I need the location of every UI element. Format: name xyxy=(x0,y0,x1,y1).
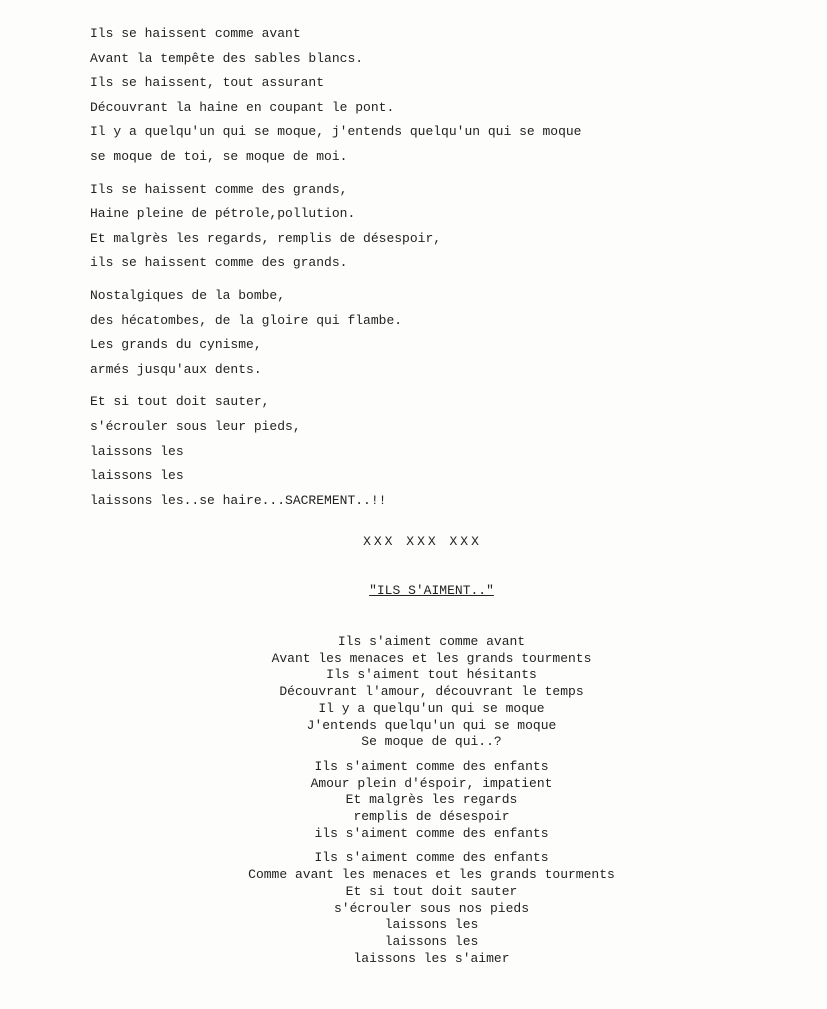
poem-line: Les grands du cynisme, xyxy=(90,337,262,353)
poem-line: Se moque de qui..? xyxy=(361,734,502,750)
poem-line: ils s'aiment comme des enfants xyxy=(314,825,549,841)
poem-line: laissons les s'aimer xyxy=(353,950,510,966)
poem-line: Ils se haissent, tout assurant xyxy=(90,75,325,91)
poem-ils-s-aiment xyxy=(0,634,827,975)
stanza xyxy=(36,850,827,967)
poem-line: s'écrouler sous leur pieds, xyxy=(90,418,301,434)
poem-title xyxy=(0,583,827,598)
poem-line: ils se haissent comme des grands. xyxy=(90,255,348,271)
poem-line: laissons les..se haire...SACREMENT..!! xyxy=(90,492,387,508)
poem-line: Et si tout doit sauter xyxy=(345,883,518,899)
poem-line: laissons les xyxy=(90,443,184,459)
poem-line: Nostalgiques de la bombe, xyxy=(90,287,286,303)
stanza xyxy=(90,390,790,513)
poem-line: Il y a quelqu'un qui se moque, j'entends quelqu'un qui se moque xyxy=(90,124,582,140)
stanza xyxy=(90,178,790,276)
poem-line: Il y a quelqu'un qui se moque xyxy=(318,700,545,716)
poem-title-text: "ILS S'AIMENT.." xyxy=(369,583,494,598)
poem-line: se moque de toi, se moque de moi. xyxy=(90,148,348,164)
poem-line: Ils s'aiment comme des enfants xyxy=(314,758,549,774)
poem-line: Comme avant les menaces et les grands tourments xyxy=(248,867,615,883)
stanza xyxy=(90,22,790,170)
poem-line: Ils se haissent comme des grands, xyxy=(90,181,348,197)
poem-line: Découvrant l'amour, découvrant le temps xyxy=(279,684,584,700)
poem-line: des hécatombes, de la gloire qui flambe. xyxy=(90,312,403,328)
poem-line: Et malgrès les regards xyxy=(345,792,518,808)
poem-line: J'entends quelqu'un qui se moque xyxy=(306,717,557,733)
poem-line: Avant les menaces et les grands tourments xyxy=(271,650,592,666)
section-separator: XXX XXX XXX xyxy=(363,534,482,549)
stanza xyxy=(36,634,827,751)
poem-line: laissons les xyxy=(90,468,184,484)
poem-line: Ils s'aiment comme des enfants xyxy=(314,850,549,866)
stanza xyxy=(90,284,790,382)
poem-line: Et si tout doit sauter, xyxy=(90,394,270,410)
poem-line: Et malgrès les regards, remplis de désespoir, xyxy=(90,230,442,246)
stanza xyxy=(36,759,827,843)
poem-line: remplis de désespoir xyxy=(353,809,510,825)
poem-line: laissons les xyxy=(384,917,479,933)
poem-line: Avant la tempête des sables blancs. xyxy=(90,50,364,66)
poem-line: Ils s'aiment tout hésitants xyxy=(326,667,537,683)
poem-line: laissons les xyxy=(384,933,479,949)
poem-line: s'écrouler sous nos pieds xyxy=(333,900,530,916)
poem-line: Amour plein d'éspoir, impatient xyxy=(310,775,553,791)
poem-line: Ils s'aiment comme avant xyxy=(337,634,526,649)
poem-line: armés jusqu'aux dents. xyxy=(90,361,262,377)
poem-line: Ils se haissent comme avant xyxy=(90,26,301,41)
poem-line: Découvrant la haine en coupant le pont. xyxy=(90,99,395,115)
poem-ils-se-haissent xyxy=(90,22,790,521)
poem-line: Haine pleine de pétrole,pollution. xyxy=(90,206,356,222)
